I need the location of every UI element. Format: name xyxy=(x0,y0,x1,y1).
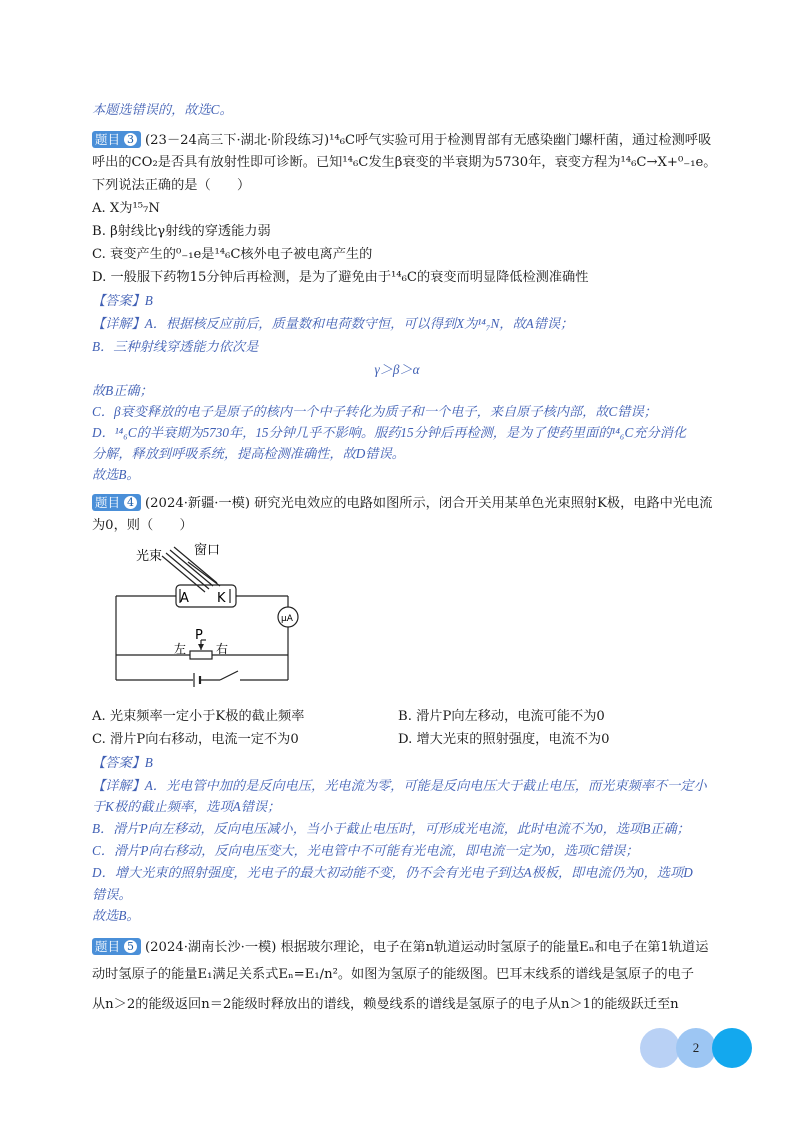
question-number: 3 xyxy=(123,132,138,147)
slider-label: P xyxy=(195,628,203,643)
right-label: 右 xyxy=(216,642,229,656)
cathode-label: K xyxy=(217,591,226,606)
q3-explanation-d-2: 分解，释放到呼吸系统，提高检测准确性，故D错误。 xyxy=(92,446,405,461)
left-label: 左 xyxy=(174,642,187,656)
q5-stem-line-2: 动时氢原子的能量E₁满足关系式Eₙ=E₁/n²。如图为氢原子的能级图。巴耳末线系的谱线是氢原子的电子 xyxy=(92,967,694,982)
q3-penetration-order: γ＞β＞α xyxy=(374,362,420,377)
q4-explanation-a-2: 于K极的截止频率，选项A错误； xyxy=(92,799,281,814)
rheostat xyxy=(190,651,212,659)
light-beam-label: 光束 xyxy=(136,549,163,564)
q3-explanation-d-1: D．¹⁴₆C的半衰期为5730年，15分钟几乎不影响。服药15分钟后再检测，是为了使药里面的¹⁴₆C充分消化 xyxy=(92,425,687,440)
q3-answer: 【答案】B xyxy=(92,293,153,308)
q3-explanation-b: B．三种射线穿透能力依次是 xyxy=(92,339,259,354)
question-tag: 题目 5 xyxy=(92,938,141,955)
q3-stem-line-2: 呼出的CO₂是否具有放射性即可诊断。已知¹⁴₆C发生β衰变的半衰期为5730年，衰变方程为¹⁴₆C→X+⁰₋₁e。 xyxy=(92,155,717,170)
prev-answer-conclusion: 本题选错误的，故选C。 xyxy=(92,102,233,117)
switch xyxy=(220,671,238,680)
q4-stem-line-1: 题目 4 (2024·新疆·一模) 研究光电效应的电路如图所示，闭合开关用某单色光束照射K极，电路中光电流 xyxy=(92,494,712,513)
q4-explanation-a-1: 【详解】A．光电管中加的是反向电压，光电流为零，可能是反向电压大于截止电压，而光束频率不一定小 xyxy=(92,778,707,793)
page-number: 2 xyxy=(692,1040,700,1055)
q4-conclusion: 故选B。 xyxy=(92,908,140,923)
question-number: 4 xyxy=(123,495,138,510)
q3-option-c: C. 衰变产生的⁰₋₁e是¹⁴₆C核外电子被电离产生的 xyxy=(92,247,373,262)
q5-stem-line-1: 题目 5 (2024·湖南长沙·一模) 根据玻尔理论，电子在第n轨道运动时氢原子的能量Eₙ和电子在第1轨道运 xyxy=(92,938,708,957)
q3-option-d: D. 一般服下药物15分钟后再检测，是为了避免由于¹⁴₆C的衰变而明显降低检测准确性 xyxy=(92,270,589,285)
pager-circle-right xyxy=(712,1028,752,1068)
anode-label: A xyxy=(180,591,189,606)
q3-explanation-a: 【详解】A．根据核反应前后，质量数和电荷数守恒，可以得到X为¹⁴₇N，故A错误； xyxy=(92,316,574,331)
q4-explanation-c: C．滑片P向右移动，反向电压变大，光电管中不可能有光电流，即电流一定为0，选项C错误； xyxy=(92,843,639,858)
q3-explanation-c: C．β衰变释放的电子是原子的核内一个中子转化为质子和一个电子，来自原子核内部，故C错误； xyxy=(92,404,657,419)
q3-stem-line-1: 题目 3 (23－24高三下·湖北·阶段练习)¹⁴₆C呼气实验可用于检测胃部有无感染幽门螺杆菌，通过检测呼吸 xyxy=(92,131,711,150)
q4-option-b: B. 滑片P向左移动，电流可能不为0 xyxy=(398,709,605,724)
q3-conclusion: 故选B。 xyxy=(92,467,140,482)
q5-stem-line-3: 从n＞2的能级返回n＝2能级时释放出的谱线，赖曼线系的谱线是氢原子的电子从n＞1的能级跃迁至n xyxy=(92,997,679,1012)
q4-explanation-b: B．滑片P向左移动，反向电压减小，当小于截止电压时，可形成光电流，此时电流不为0，选项B正确； xyxy=(92,821,690,836)
q3-stem-line-3: 下列说法正确的是（ ） xyxy=(92,178,251,193)
window-label: 窗口 xyxy=(194,543,221,558)
slider-arrow-icon xyxy=(198,644,204,650)
q3-option-b: B. β射线比γ射线的穿透能力弱 xyxy=(92,224,271,239)
microammeter-label: μA xyxy=(281,614,293,624)
question-tag: 题目 4 xyxy=(92,494,141,511)
q3-explanation-b-result: 故B正确； xyxy=(92,383,153,398)
q4-stem-line-2: 为0，则（ ） xyxy=(92,518,193,533)
q4-option-a: A. 光束频率一定小于K极的截止频率 xyxy=(92,709,305,724)
q4-option-c: C. 滑片P向右移动，电流一定不为0 xyxy=(92,732,299,747)
question-number: 5 xyxy=(123,939,138,954)
page-number-badge xyxy=(640,1028,752,1068)
photoelectric-circuit-diagram xyxy=(110,540,320,700)
q4-option-d: D. 增大光束的照射强度，电流不为0 xyxy=(398,732,610,747)
q4-explanation-d-1: D．增大光束的照射强度，光电子的最大初动能不变，仍不会有光电子到达A极板，即电流仍为0，选项D xyxy=(92,865,693,880)
q4-answer: 【答案】B xyxy=(92,755,153,770)
pager-circle-left xyxy=(640,1028,680,1068)
q3-option-a: A. X为¹⁵₇N xyxy=(92,201,160,216)
q4-explanation-d-2: 错误。 xyxy=(92,887,132,902)
question-tag: 题目 3 xyxy=(92,131,141,148)
